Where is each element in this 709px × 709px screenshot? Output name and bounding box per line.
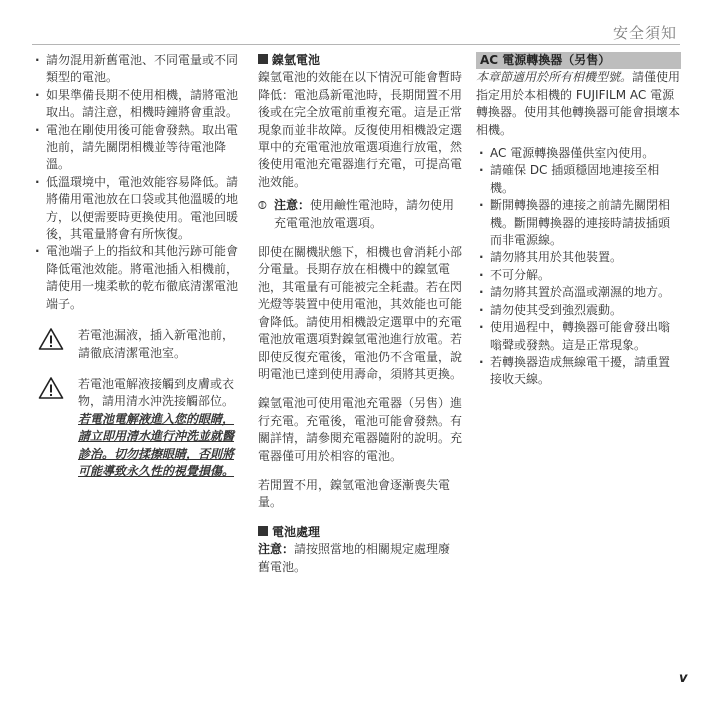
- warning-text: [78, 376, 238, 480]
- paragraph: 鎳氫電池可使用電池充電器（另售）進行充電。充電後，電池可能會發熱。有關詳情，請參閱充電器隨附的說明。充電器僅可用於相容的電池。: [258, 396, 463, 463]
- list-item: · 不可分解。: [476, 267, 681, 284]
- list-item: · 請勿混用新舊電池、不同電量或不同類型的電池。: [32, 52, 238, 87]
- list-item: · AC 電源轉換器僅供室內使用。: [476, 145, 681, 162]
- list-item: · 請勿將其用於其他裝置。: [476, 249, 681, 266]
- column-2: [258, 52, 462, 576]
- disposal-paragraph: [258, 541, 462, 576]
- ac-intro-italic: 本章節適用於所有相機型號。: [476, 70, 633, 85]
- list-item: · 電池在剛使用後可能會發熱。取出電池前，請先關閉相機並等待電池降溫。: [32, 122, 238, 174]
- page-number: v: [679, 671, 688, 686]
- warning-body: 若電池電解液接觸到皮膚或衣物，請用清水沖洗接觸部位。: [78, 376, 235, 409]
- note-alkaline: [258, 197, 462, 232]
- paragraph: 鎳氫電池的效能在以下情況可能會暫時降低：電池爲新電池時，長期閒置不用後或在完全放電前重複充電。這是正常現象而並非故障。反復使用相機設定選單中的充電電池放電選項進行放電，然後使用電池充電器進行充電，可提高電池效能。: [258, 70, 463, 189]
- warning-electrolyte: [32, 376, 238, 480]
- note-body: 使用鹼性電池時，請勿使用充電電池放電選項。: [274, 198, 455, 230]
- warning-emphasis: 若電池電解液進入您的眼睛，請立即用清水進行沖洗並就醫診治。切勿揉擦眼睛，否則將可能導致永久性的視覺損傷。: [78, 411, 235, 478]
- ac-adapter-heading: AC 電源轉換器（另售）: [476, 52, 681, 69]
- list-item: · 低溫環境中，電池效能容易降低。請將備用電池放在口袋或其他溫暖的地方，以便需要時更換使用。電池回暖後，其電量將會有所恢復。: [32, 174, 238, 244]
- list-item: · 如果準備長期不使用相機，請將電池取出。請注意，相機時鐘將會重設。: [32, 87, 238, 122]
- disposal-body: 請按照當地的相關規定處理廢舊電池。: [258, 542, 451, 574]
- list-item: · 電池端子上的指紋和其他污跡可能會降低電池效能。將電池插入相機前，請使用一塊柔軟的乾布徹底清潔電池端子。: [32, 243, 238, 313]
- ac-intro: [476, 69, 681, 139]
- note-icon: ⦷: [258, 199, 267, 213]
- header-divider: [32, 44, 680, 45]
- note-text: [274, 197, 462, 232]
- list-item: · 請確保 DC 插頭穩固地連接至相機。: [476, 162, 681, 197]
- warning-leak: [32, 327, 238, 362]
- ac-intro-body: 請僅使用指定用於本相機的 FUJIFILM AC 電源轉換器。使用其他轉換器可能會損壞本相機。: [476, 70, 681, 137]
- section-title: 安全須知: [612, 24, 677, 42]
- ac-adapter-list: [476, 145, 681, 389]
- battery-usage-list: [32, 52, 238, 313]
- nimh-heading: 鎳氫電池: [258, 52, 462, 69]
- disposal-heading: 電池處理: [258, 524, 462, 541]
- paragraph: 若閒置不用，鎳氫電池會逐漸喪失電量。: [258, 477, 451, 510]
- warning-triangle-icon: [32, 327, 78, 362]
- list-item: · 使用過程中，轉換器可能會發出嗡嗡聲或發熱。這是正常現象。: [476, 319, 681, 354]
- list-item: · 斷開轉換器的連接之前請先關閉相機。斷開轉換器的連接時請拔插頭而非電源線。: [476, 197, 681, 249]
- list-item: · 請勿將其置於高溫或潮濕的地方。: [476, 284, 681, 301]
- disposal-label: 注意：: [258, 542, 295, 557]
- column-1: [32, 52, 238, 480]
- list-item: · 若轉換器造成無線電干擾，請重置接收天線。: [476, 354, 681, 389]
- warning-text: 若電池漏液，插入新電池前，請徹底清潔電池室。: [78, 328, 235, 360]
- warning-triangle-icon: [32, 376, 78, 480]
- list-item: · 請勿使其受到強烈震動。: [476, 302, 681, 319]
- paragraph: 即使在關機狀態下，相機也會消耗小部分電量。長期存放在相機中的鎳氫電池，其電量有可能被完全耗盡。若在閃光燈等裝置中使用電池，其效能也可能會降低。請使用相機設定選單中的充電電池放電選項對鎳氫電池進行放電。若即使反復充電後，電池仍不含電量，說明電池已達到使用壽命，須將其更換。: [258, 245, 463, 381]
- column-3: [476, 52, 681, 389]
- note-label: 注意：: [274, 198, 311, 213]
